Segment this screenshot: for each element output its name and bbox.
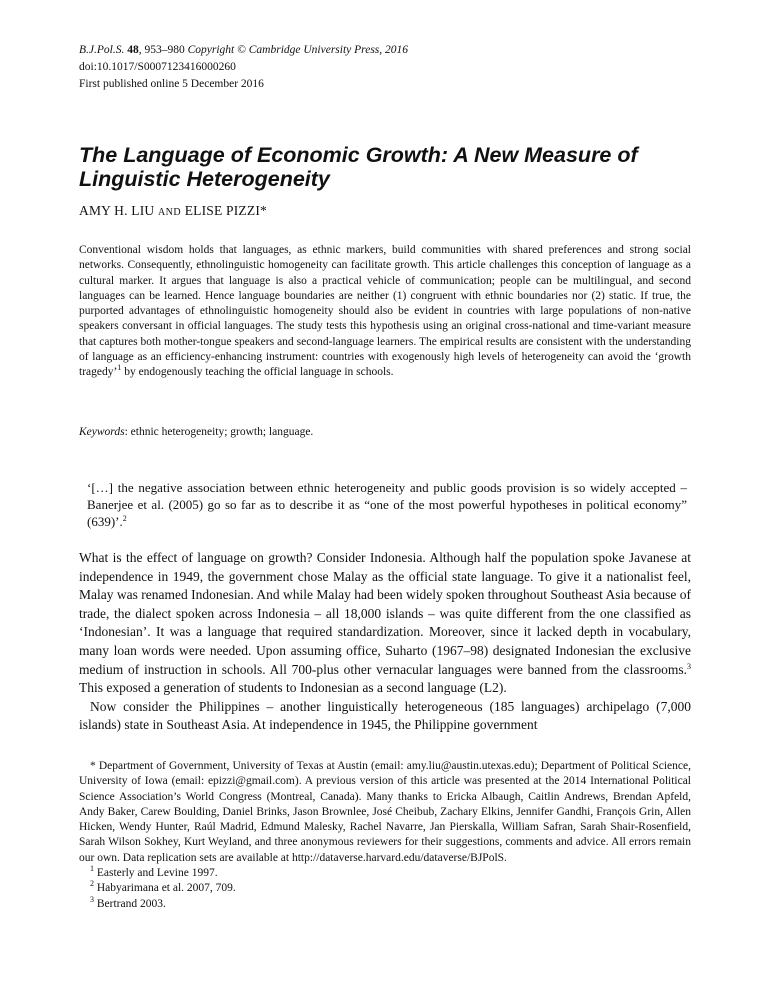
keywords-text: : ethnic heterogeneity; growth; language. bbox=[124, 426, 314, 438]
epigraph-quote bbox=[87, 479, 687, 530]
footnote-ref-2[interactable]: 2 bbox=[122, 514, 127, 523]
footnotes bbox=[79, 759, 691, 912]
footnote-1 bbox=[79, 866, 691, 881]
footnote-author-affiliation: * Department of Government, University of Texas at Austin (email: amy.liu@austin.utexas.edu); Department of Political Science, University of Iowa (email: epizzi@gmail.com). A previous version of this article was presented at the 2014 International Political Science Association’s World Congress (Montreal, Canada). Many thanks to Ericka Albaugh, Caitlin Andrews, Brendan Apfeld, Andy Baker, Carew Boulding, Daniel Brinks, Jason Brownlee, José Cheibub, Zachary Elkins, Jennifer Gandhi, François Grin, Allen Hicken, Wendy Hunter, Raúl Madrid, Edmund Malesky, Rachel Navarre, Jan Pierskalla, William Safran, Sarah Shair-Rosenfield, Sarah Wilson Sokhey, Kurt Weyland, and three anonymous reviewers for their suggestions, comments and advice. All errors remain our own. Data replication sets are available at http://dataverse.harvard.edu/dataverse/BJPolS. bbox=[79, 760, 691, 864]
paragraph-1-end: This exposed a generation of students to Indonesian as a second language (L2). bbox=[79, 680, 507, 696]
doi-line[interactable]: doi:10.1017/S0007123416000260 bbox=[79, 61, 236, 73]
body-text bbox=[79, 549, 691, 735]
abstract bbox=[79, 243, 691, 381]
page-range: , 953–980 bbox=[138, 44, 185, 56]
paragraph-1-text: What is the effect of language on growth? Consider Indonesia. Although half the population spoke Javanese at independence in 1949, the government chose Malay as the official state language. To give it a nationalist feel, Malay was renamed Indonesian. And while Malay had been widely spoken throughout Southeast Asia because of trade, the dialect spoken across Indonesia – all 18,000 islands – was quite different from the one classified as ‘Indonesian’. It was a language that required standardization. Moreover, since it lacked depth in vocabulary, many loan words were needed. Upon assuming office, Suharto (1967–98) designated Indonesian the exclusive medium of instruction in schools. All 700-plus other vernacular languages were banned from the classrooms. bbox=[79, 550, 691, 677]
footnote-number: 1 bbox=[90, 864, 94, 874]
footnote-3 bbox=[79, 894, 691, 912]
publication-date: First published online 5 December 2016 bbox=[79, 78, 264, 90]
journal-name: B.J.Pol.S. bbox=[79, 44, 125, 56]
article-page bbox=[79, 42, 691, 910]
epigraph-text: ‘[…] the negative association between ethnic heterogeneity and public goods provision is so widely accepted – Banerjee et al. (2005) go so far as to describe it as “one of the most powerful hypotheses in political economy” (639)’. bbox=[87, 480, 687, 529]
footnote-text: Bertrand 2003. bbox=[96, 897, 166, 910]
abstract-end: by endogenously teaching the official language in schools. bbox=[121, 366, 394, 379]
author-conjunction: AND bbox=[157, 207, 182, 218]
keywords-label: Keywords bbox=[79, 426, 125, 438]
footnote-number: 2 bbox=[90, 879, 94, 889]
journal-header bbox=[79, 42, 691, 93]
keywords bbox=[79, 426, 313, 438]
copyright-notice: Copyright © Cambridge University Press, 2016 bbox=[187, 44, 409, 56]
author-first: AMY H. LIU bbox=[79, 203, 155, 218]
article-title: The Language of Economic Growth: A New Measure of Linguistic Heterogeneity bbox=[79, 143, 638, 191]
footnote-text: Easterly and Levine 1997. bbox=[96, 867, 218, 880]
paragraph-1 bbox=[79, 549, 691, 698]
footnote-ref-1[interactable]: 1 bbox=[117, 363, 122, 373]
citation-line bbox=[79, 42, 691, 59]
abstract-text: Conventional wisdom holds that languages, as ethnic markers, build communities with shared preferences and strong social networks. Consequently, ethnolinguistic homogeneity can facilitate growth. This article challenges this conception of language as a cultural marker. It argues that language is also a practical vehicle of communication; people can be multilingual, and second languages can be learned. Hence language boundaries are neither (1) congruent with ethnic boundaries nor (2) static. If true, the purported advantages of ethnolinguistic homogeneity should also be evident in countries with large populations of non-native speakers conversant in official languages. The study tests this hypothesis using an original cross-national and time-variant measure that captures both mother-tongue speakers and second-language learners. The empirical results are consistent with the understanding of language as an efficiency-enhancing instrument: countries with exogenously high levels of heterogeneity can avoid the ‘growth tragedy’ bbox=[79, 244, 691, 379]
footnote-2 bbox=[79, 881, 691, 896]
footnote-text: Habyarimana et al. 2007, 709. bbox=[96, 882, 236, 895]
paragraph-2: Now consider the Philippines – another linguistically heterogeneous (185 languages) archipelago (7,000 islands) state in Southeast Asia. At independence in 1945, the Philippine government bbox=[79, 698, 691, 733]
author-line bbox=[79, 203, 267, 219]
footnote-ref-3[interactable]: 3 bbox=[687, 661, 691, 671]
journal-volume: 48 bbox=[127, 44, 139, 56]
author-second: ELISE PIZZI* bbox=[184, 203, 267, 218]
footnote-number: 3 bbox=[90, 894, 94, 904]
